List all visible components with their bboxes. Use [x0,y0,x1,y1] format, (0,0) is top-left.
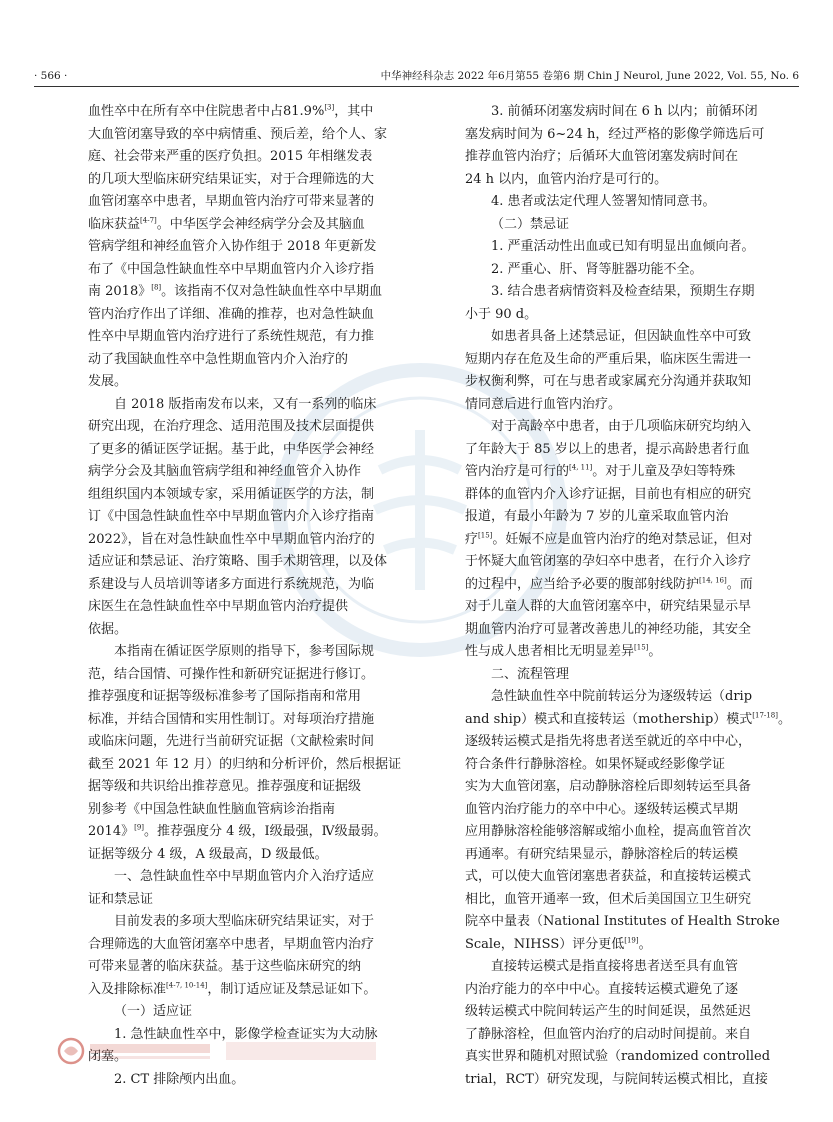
right-text-line: 实为大血管闭塞，启动静脉溶栓后即刻转运至具备 [465,779,752,794]
right-text-line: 3. 结合患者病情资料及检查结果，预期生存期 [491,284,755,299]
left-text-line: 1. 急性缺血性卒中，影像学检查证实为大动脉 [114,1026,378,1042]
left-text-line: 推荐强度和证据等级标准参考了国际指南和常用 [88,689,362,704]
left-text-line: 大血管闭塞导致的卒中病情重、预后差，给个人、家 [88,126,388,142]
citation-ref: [4, 11] [569,463,593,472]
right-text-line: 小于 90 d。 [465,306,538,322]
left-text-line: 依据。 [88,621,128,637]
right-text-line: 3. 前循环闭塞发病时间在 6 h 以内；前循环闭 [491,104,758,119]
left-text-line: 适应证和禁忌证、治疗策略、围手术期管理，以及体 [88,554,388,569]
left-text-line: 目前发表的多项大型临床研究结果证实，对于 [114,914,375,929]
right-text-line: 对于儿童人群的大血管闭塞卒中，研究结果显示早 [465,599,752,614]
right-text-line: 期血管内治疗可显著改善患儿的神经功能，其安全 [465,621,752,637]
left-text-line: 闭塞。 [88,1049,128,1064]
right-text-line: trial，RCT）研究发现，与院间转运模式相比，直接 [465,1071,768,1087]
right-text-line: 内治疗能力的卒中中心。直接转运模式避免了逐 [465,981,739,997]
journal-citation: 中华神经科杂志 2022 年6月第55 卷第6 期 Chin J Neurol, June 2022, Vol. 55, No. 6 [380,70,799,82]
right-text-line: 再通率。有研究结果显示，静脉溶栓后的转运模 [465,846,739,862]
citation-ref: [8] [151,283,162,292]
right-text-line: 式，可以使大血管闭塞患者获益，和直接转运模式 [465,869,752,884]
right-text-line: 级转运模式中院间转运产生的时间延误，虽然延迟 [465,1004,752,1019]
right-text-line: 二、流程管理 [491,666,570,682]
citation-ref: [3] [324,103,335,112]
right-text-line: 短期内存在危及生命的严重后果，临床医生需进一 [465,351,752,367]
left-text-line: 庭、社会带来严重的医疗负担。2015 年相继发表 [88,149,373,164]
left-text-line: 证和禁忌证 [88,891,154,907]
left-text-line: 2. CT 排除颅内出血。 [114,1071,245,1087]
right-text-line: 塞发病时间为 6~24 h，经过严格的影像学筛选后可 [465,126,765,142]
right-text-line: 2. 严重心、肝、肾等脏器功能不全。 [491,261,703,277]
right-text-line: 情同意后进行血管内治疗。 [465,396,622,412]
citation-ref: [9] [134,823,145,832]
right-text-line: 24 h 以内，血管内治疗是可行的。 [465,171,668,187]
right-text-line: 对于高龄卒中患者，由于几项临床研究均纳入 [491,419,752,434]
right-text-line: 相比，血管开通率一致，但术后美国国立卫生研究 [465,891,752,907]
right-text-line: 管内治疗是可行的[4, 11]。对于儿童及孕妇等特殊 [465,463,736,479]
left-text-line: 2014》[9]。推荐强度分 4 级，Ⅰ级最强，Ⅳ级最弱。 [88,823,387,839]
right-text-column [465,101,800,1091]
left-text-line: 临床获益[4-7]。中华医学会神经病学分会及其脑血 [88,216,365,232]
left-text-line: 性卒中早期血管内治疗进行了系统性规范，有力推 [88,329,375,344]
citation-ref: [4-7] [140,216,157,225]
left-text-line: 的几项大型临床研究结果证实，对于合理筛选的大 [88,171,375,187]
right-text-line: 应用静脉溶栓能够溶解或缩小血栓，提高血管首次 [465,824,752,839]
citation-ref: [14, 16] [699,576,727,585]
left-text-line: 合理筛选的大血管闭塞卒中患者，早期血管内治疗 [88,936,375,952]
left-text-line: 入及排除标准[4-7, 10-14]，制订适应证及禁忌证如下。 [88,981,377,997]
running-header [34,66,799,87]
right-text-line: 4. 患者或法定代理人签署知情同意书。 [491,194,716,209]
right-text-line: 步权衡利弊，可在与患者或家属充分沟通并获取知 [465,374,752,389]
left-text-line: 一、急性缺血性卒中早期血管内介入治疗适应 [114,869,375,884]
right-text-line: 1. 严重活动性出血或已知有明显出血倾向者。 [491,239,755,254]
left-text-line: 2022》，旨在对急性缺血性卒中早期血管内治疗的 [88,531,375,547]
left-text-line: 本指南在循证医学原则的指导下，参考国际规 [114,644,375,659]
left-text-line: 床医生在急性缺血性卒中早期血管内治疗提供 [88,599,349,614]
right-text-line: 群体的血管内介入诊疗证据，目前也有相应的研究 [465,486,752,502]
left-text-line: （一）适应证 [114,1004,193,1019]
right-text-line: 院卒中量表（National Institutes of Health Stroke [465,914,780,929]
right-text-line: （二）禁忌证 [491,216,570,232]
right-text-line: Scale，NIHSS）评分更低[19]。 [465,936,652,952]
left-text-line: 管内治疗作出了详细、准确的推荐，也对急性缺血 [88,306,375,322]
left-text-line: 研究出现，在治疗理念、适用范围及技术层面提供 [88,419,375,434]
right-text-line: and ship）模式和直接转运（mothership）模式[17-18]。 [465,711,791,727]
right-text-line: 推荐血管内治疗；后循环大血管闭塞发病时间在 [465,149,739,164]
right-text-line: 了静脉溶栓，但血管内治疗的启动时间提前。来自 [465,1026,752,1042]
right-text-line: 报道，有最小年龄为 7 岁的儿童采取血管内治 [465,509,729,524]
right-text-line: 的过程中，应当给予必要的腹部射线防护[14, 16]。而 [465,576,753,592]
left-text-line: 截至 2021 年 12 月）的归纳和分析评价，然后根据证 [88,756,402,772]
left-text-line: 自 2018 版指南发布以来，又有一系列的临床 [114,396,377,412]
publisher-logo [56,1036,386,1066]
left-text-line: 或临床问题，先进行当前研究证据（文献检索时间 [88,734,375,749]
left-text-line: 证据等级分 4 级，A 级最高，D 级最低。 [88,846,328,862]
citation-ref: [4-7, 10-14] [166,981,208,990]
left-text-line: 别参考《中国急性缺血性脑血管病诊治指南 [88,801,336,817]
left-text-line: 了更多的循证医学证据。基于此，中华医学会神经 [88,441,375,457]
right-text-line: 直接转运模式是指直接将患者送至具有血管 [491,959,739,974]
right-text-line: 急性缺血性卒中院前转运分为逐级转运（drip [491,689,753,704]
left-text-line: 据等级和共识给出推荐意见。推荐强度和证据级 [88,779,362,794]
left-text-line: 范，结合国情、可操作性和新研究证据进行修订。 [88,666,375,682]
left-text-line: 系建设与人员培训等诸多方面进行系统规范，为临 [88,576,375,592]
right-text-line: 了年龄大于 85 岁以上的患者，提示高龄患者行血 [465,441,750,457]
right-text-line: 逐级转运模式是指先将患者送至就近的卒中中心， [465,734,752,749]
right-text-line: 血管内治疗能力的卒中中心。逐级转运模式早期 [465,801,739,817]
left-text-line: 血性卒中在所有卒中住院患者中占81.9%[3]，其中 [88,103,374,119]
left-text-line: 管病学组和神经血管介入协作组于 2018 年更新发 [88,239,377,254]
left-text-line: 南 2018》[8]。该指南不仅对急性缺血性卒中早期血 [88,283,383,299]
left-text-line: 血管闭塞卒中患者，早期血管内治疗可带来显著的 [88,194,375,209]
right-text-line: 于怀疑大血管闭塞的孕妇卒中患者，在行介入诊疗 [465,554,752,569]
left-text-column [88,101,423,1091]
left-text-line: 可带来显著的临床获益。基于这些临床研究的纳 [88,959,362,974]
left-text-line: 组组织国内本领域专家，采用循证医学的方法，制 [88,486,375,502]
left-text-line: 发展。 [88,374,128,389]
citation-ref: [15] [634,643,649,652]
left-text-line: 布了《中国急性缺血性卒中早期血管内介入诊疗指 [88,261,375,277]
left-text-line: 标准，并结合国情和实用性制订。对每项治疗措施 [88,711,375,727]
left-text-line: 动了我国缺血性卒中急性期血管内介入治疗的 [88,351,349,367]
citation-ref: [15] [478,531,493,540]
citation-ref: [19] [624,936,639,945]
left-text-line: 订《中国急性缺血性卒中早期血管内介入诊疗指南 [88,509,375,524]
right-text-line: 符合条件行静脉溶栓。如果怀疑或经影像学证 [465,756,726,772]
citation-ref: [17-18] [752,711,778,720]
right-text-line: 疗[15]。妊娠不应是血管内治疗的绝对禁忌证，但对 [465,531,753,547]
left-text-line: 病学分会及其脑血管病学组和神经血管介入协作 [88,464,362,479]
right-text-line: 性与成人患者相比无明显差异[15]。 [465,643,662,659]
right-text-line: 真实世界和随机对照试验（randomized controlled [465,1049,771,1064]
page-number: · 566 · [34,70,68,82]
right-text-line: 如患者具备上述禁忌证，但因缺血性卒中可致 [491,329,752,344]
